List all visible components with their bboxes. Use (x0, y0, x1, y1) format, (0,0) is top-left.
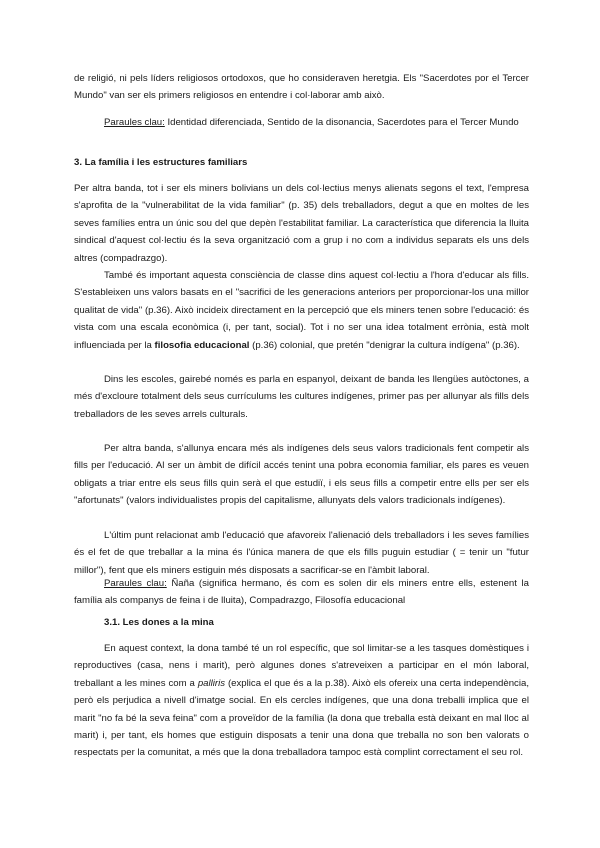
keywords-text: Ñaña (significa hermano, és com es solen dir els miners entre ells, estenent la família als companys de feina i de lluita), Compadrazgo, Filosofía educacional (74, 578, 529, 607)
paragraph-text: L'últim punt relacionat amb l'educació que afavoreix l'alienació dels treballadors i les seves famílies és el fet de que treballar a la mina és l'única manera de que els fills puguin estudiar ( = tenir un "futur millor"), fent que els miners estiguin més disposats a sacrificar-se en l'àmbit laboral. (74, 530, 529, 576)
keywords-paragraph-1 (74, 114, 529, 131)
paragraph (74, 180, 529, 267)
paragraph (74, 527, 529, 579)
section-heading-3-1: 3.1. Les dones a la mina (104, 617, 214, 628)
keywords-label: Paraules clau: (104, 578, 167, 589)
keywords-label: Paraules clau: (104, 117, 165, 128)
paragraph (74, 267, 529, 354)
paragraph-text: (p.36) colonial, que pretén "denigrar la cultura indígena" (p.36). (249, 339, 520, 351)
paragraph-text: En aquest context, la dona també té un rol específic, que sol limitar-se a les tasques domèstiques i reproductives (casa, nens i marit), però algunes dones s'atreveixen a participar en el món laboral, treballant a les mines com a (74, 643, 529, 689)
italic-term: palliris (197, 677, 226, 689)
paragraph-text: Per altra banda, s'allunya encara més als indígenes dels seus valors tradicionals fent competir als fills per l'educació. Al ser un àmbit de difícil accés tenint una pobra economia familiar, els pares es veuen obligats a triar entre els seus fills quin serà el que estudiï, i els seus fills a competir entre ells per ser els "afortunats" (valors individualistes propis del capitalisme, allunyats dels valors tradicionals indígenes). (74, 443, 529, 507)
keywords-paragraph-2 (74, 575, 529, 610)
paragraph (74, 371, 529, 423)
paragraph-text: També és important aquesta consciència de classe dins aquest col·lectiu a l'hora d'educar als fills. S'estableixen uns valors basats en el "sacrifici de les generacions anteriors per proporcionar-los una millor qualitat de vida" (p.36). Això incideix directament en la percepció que els miners tenen sobre l'educació: és vista com una escala econòmica (i, per tant, social). Tot i no ser una idea totalment errònia, està molt influenciada per la (74, 270, 529, 351)
paragraph (74, 440, 529, 510)
keywords-text: Identidad diferenciada, Sentido de la disonancia, Sacerdotes para el Tercer Mundo (164, 117, 519, 128)
bold-term: filosofia educacional (154, 339, 250, 351)
paragraph (74, 640, 529, 762)
intro-paragraph (74, 70, 529, 105)
paragraph-text: Per altra banda, tot i ser els miners bolivians un dels col·lectius menys alienats segons el text, l'empresa s'aprofita de la "vulnerabilitat de la vida familiar" (p. 35) dels treballadors, degut a que en moltes de les seves famílies entra un únic sou del que depèn l'estabilitat familiar. La característica que diferencia la lluita sindical d'aquest col·lectiu és la seva organització com a grup i no com a individus separats els uns dels altres (compadrazgo). (74, 183, 529, 264)
section-heading-3: 3. La família i les estructures familiars (74, 157, 248, 168)
paragraph-text: (explica el que és a la p.38). Això els ofereix una certa independència, però els perjudica a nivell d'imatge social. En els cercles indígenes, que una dona treballi implica que el marit "no fa bé la seva feina" com a proveïdor de la família (la dona que treballa està deixant en mal lloc al marit) i, per tant, els homes que estiguin disposats a tenir una dona que treballa no son ben valorats o respectats per la comunitat, a més que la dona treballadora tampoc està complint correctament el seu rol. (74, 677, 529, 759)
intro-text: de religió, ni pels líders religiosos ortodoxos, que ho consideraven heretgia. Els "Sacerdotes por el Tercer Mundo" van ser els primers religiosos en entendre i col·laborar amb això. (74, 73, 529, 102)
paragraph-text: Dins les escoles, gairebé només es parla en espanyol, deixant de banda les llengües autòctones, a més d'excloure totalment dels seus currículums les cultures indígenes, primer pas per allunyar als fills dels treballadors de les seves arrels culturals. (74, 374, 529, 420)
